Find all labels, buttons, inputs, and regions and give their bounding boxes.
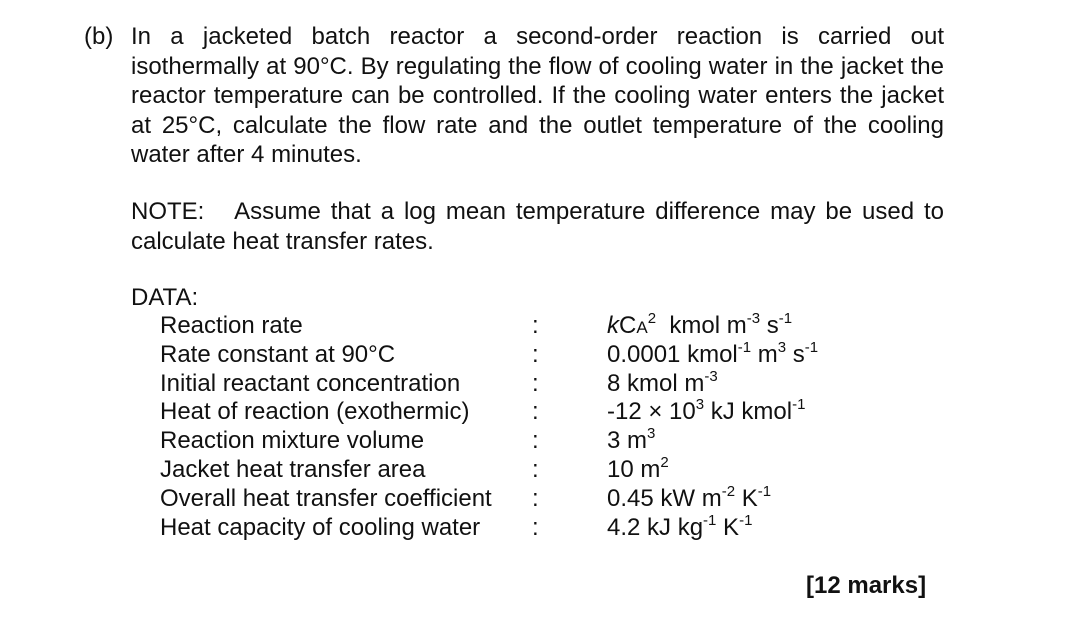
data-value: 0.0001 kmol$^{-1}$ $m^3$ $s^{-1}$ <box>607 338 819 368</box>
data-row-heat-of-reaction <box>160 398 880 427</box>
data-value: 4.2 kJ $kg^{-1}$ $K^{-1}$ <box>607 511 753 541</box>
data-separator: : <box>532 369 539 397</box>
data-value: 3 $m^3$ <box>607 425 656 455</box>
data-row-initial-concentration <box>160 367 880 399</box>
data-value: $-12 \times 10^3$ kJ kmol$^{-1}$ <box>607 396 806 426</box>
data-row-heat-capacity <box>160 511 880 543</box>
data-value: 8 kmol $m^{-3}$ <box>607 367 718 397</box>
data-value: kCA$^2$ kmol $m^{-3}$ $s^{-1}$ <box>607 310 793 339</box>
data-label: Heat of reaction (exothermic) <box>160 398 470 426</box>
data-row-mixture-volume <box>160 427 880 456</box>
data-label: Jacket heat transfer area <box>160 455 426 483</box>
data-separator: : <box>532 513 539 541</box>
question-text: In a jacketed batch reactor a second-order reaction is carried out isothermally at 90°C. By regulating the flow of cooling water in the jacket the reactor temperature can be controlled. If the cooling water enters the jacket at 25°C, calculate the flow rate and the outlet temperature of the cooling water after 4 minutes. <box>131 23 944 168</box>
data-label: Reaction mixture volume <box>160 427 425 455</box>
data-separator: : <box>532 455 539 483</box>
question-label: (b) <box>84 23 114 50</box>
data-label: Reaction rate <box>160 312 303 339</box>
note-paragraph <box>131 197 944 256</box>
data-label: Overall heat transfer coefficient <box>160 484 492 512</box>
data-value: 10 $m^2$ <box>607 453 669 483</box>
data-label: Heat capacity of cooling water <box>160 513 481 541</box>
data-row-rate-constant <box>160 338 880 370</box>
marks-allocation: [12 marks] <box>806 572 927 599</box>
data-heading: DATA: <box>131 284 199 311</box>
data-label: Initial reactant concentration <box>160 369 461 397</box>
data-row-reaction-rate <box>160 312 880 341</box>
data-row-heat-transfer-area <box>160 453 880 485</box>
data-separator: : <box>532 312 539 339</box>
data-separator: : <box>532 484 539 512</box>
note-label: NOTE: <box>131 198 205 225</box>
data-row-heat-transfer-coefficient <box>160 482 880 514</box>
data-label: Rate constant at 90°C <box>160 340 396 368</box>
data-value: 0.45 kW $m^{-2}$ $K^{-1}$ <box>607 482 772 512</box>
note-text: Assume that a log mean temperature difference may be used to calculate heat transfer rates. <box>131 198 944 255</box>
data-separator: : <box>532 340 539 368</box>
data-separator: : <box>532 427 539 455</box>
data-table <box>160 312 880 542</box>
data-separator: : <box>532 398 539 426</box>
